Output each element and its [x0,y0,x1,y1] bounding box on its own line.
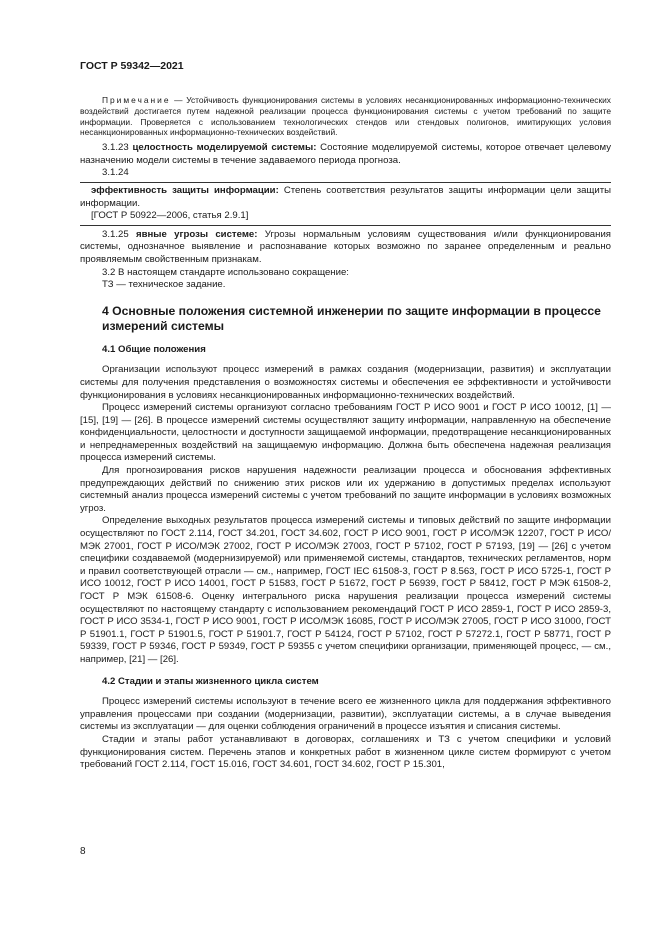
section-4-1-title: 4.1 Общие положения [102,343,206,355]
term-number: 3.1.25 [102,228,136,240]
note-label: Примечание [102,95,171,105]
term-3-1-24-number: 3.1.24 [102,167,129,179]
term-name: явные угрозы системе: [136,228,258,240]
paragraph: Организации используют процесс измерений в рамках создания (модернизации, развития) и эксплуатации системы для получения представления о возможностях системы и обеспечения ее эффективности и устойчивости функционирования в условиях несанкционированных информационно-технических воздействий. [80,364,611,401]
section-4-2-title: 4.2 Стадии и этапы жизненного цикла систем [102,675,319,687]
paragraph: Стадии и этапы работ устанавливают в договорах, соглашениях и ТЗ с учетом специфики и условий функционирования систем. Перечень этапов и конкретных работ в жизненном цикле систем формируют с учетом требований ГОСТ 2.114, ГОСТ 15.016, ГОСТ 34.601, ГОСТ 34.602, ГОСТ Р 15.301, [80,733,611,771]
term-number: 3.1.23 [102,142,133,154]
paragraph: Процесс измерений системы организуют согласно требованиям ГОСТ Р ИСО 9001 и ГОСТ Р ИСО 10012, [1] — [15], [19] — [26]. В процессе измерений системы осуществляют защиту информации, направленную на обеспечение конфиденциальности, целостности и доступности защищаемой информации, предотвращение несанкционированных и непреднамеренных воздействий на защищаемую информацию. Должна быть обеспечена надежная реализация процесса измерений системы. [80,402,611,464]
term-definition: Состояние моделируемой системы, которое отвечает целевому назначению модели системы в течение задаваемого периода прогноза. [80,142,611,166]
term-definition: Степень соответствия результатов защиты информации цели защиты информации. [80,184,611,209]
paragraph: Процесс измерений системы используют в течение всего ее жизненного цикла для поддержания эффективного управления процессами при создании (модернизации, развитии), эксплуатации системы, а в случае выведения системы из эксплуатации — для оценки соблюдения ограничений в процессе изъятия и списания системы. [80,696,611,733]
paragraph: Для прогнозирования рисков нарушения надежности реализации процесса и обоснования эффективных предупреждающих действий по снижению этих рисков или их удержанию в допустимых пределах используют системный анализ процесса измерений системы с учетом требований по защите информации в условиях возможных угроз. [80,465,611,514]
page-number: 8 [80,846,86,857]
term-3-1-24-box [80,182,611,226]
term-3-1-24 [80,185,611,210]
note-text: — Устойчивость функционирования системы в условиях несанкционированных информационно-технических воздействий достигается путем надежной реализации процесса функционирования системы с учетом требований по защите информации. Проверяется с использованием технологических стендов или стендовых полигонов, имитирующих условия несанкционированных информационно-технических воздействий. [80,95,611,138]
term-reference: [ГОСТ Р 50922—2006, статья 2.9.1] [91,210,249,222]
abbreviation: ТЗ — техническое задание. [102,279,226,291]
document-body [80,95,611,772]
term-name: целостность моделируемой системы: [132,142,317,154]
term-definition: Угрозы нормальным условиям существования и/или функционирования системы, однозначное выявление и распознавание которых возможно по заранее определенным и реально проявляемым свойственным признакам. [80,228,611,265]
term-3-1-23 [80,142,611,167]
term-3-1-25 [80,229,611,267]
paragraph: Определение выходных результатов процесса измерений системы и типовых действий по защите информации осуществляют по ГОСТ 2.114, ГОСТ 34.201, ГОСТ 34.602, ГОСТ Р ИСО 9001, ГОСТ Р ИСО/МЭК 12207, ГОСТ Р ИСО/МЭК 27001, ГОСТ Р ИСО/МЭК 27002, ГОСТ Р ИСО/МЭК 27003, ГОСТ Р 57102, ГОСТ Р 57193, [19] — [26] с учетом специфики создаваемой (модернизируемой) или применяемой системы, стандартов, технических регламентов, норм и правил соответствующей отрасли — см., например, ГОСТ IEC 61508-3, ГОСТ Р 8.563, ГОСТ Р ИСО 5725-1, ГОСТ Р ИСО 10012, ГОСТ Р ИСО 14001, ГОСТ Р 51583, ГОСТ Р 51672, ГОСТ Р 56939, ГОСТ Р 58412, ГОСТ Р МЭК 61508-2, ГОСТ Р МЭК 61508-6. Оценку интегрального риска нарушения реализации процесса измерений системы осуществляют по настоящему стандарту с использованием рекомендаций ГОСТ Р ИСО 2859-1, ГОСТ Р ИСО 2859-3, ГОСТ Р ИСО 3534-1, ГОСТ Р ИСО 9001, ГОСТ Р ИСО/МЭК 16085, ГОСТ Р ИСО/МЭК 27005, ГОСТ Р ИСО 31000, ГОСТ Р 51901.1, ГОСТ Р 51901.5, ГОСТ Р 51901.7, ГОСТ Р 54124, ГОСТ Р 57102, ГОСТ Р 57272.1, ГОСТ Р 58771, ГОСТ Р 59339, ГОСТ Р 59346, ГОСТ Р 59349, ГОСТ Р 59355 с учетом специфики организации, применяющей процесс, — см., например, [21] — [26]. [80,515,611,665]
paragraph-3-2: 3.2 В настоящем стандарте использовано сокращение: [102,266,349,278]
term-name: эффективность защиты информации: [91,184,279,196]
note-paragraph [80,95,611,138]
document-header: ГОСТ Р 59342—2021 [80,60,184,72]
section-4-title: 4 Основные положения системной инженерии по защите информации в процессе измерений системы [102,303,601,333]
